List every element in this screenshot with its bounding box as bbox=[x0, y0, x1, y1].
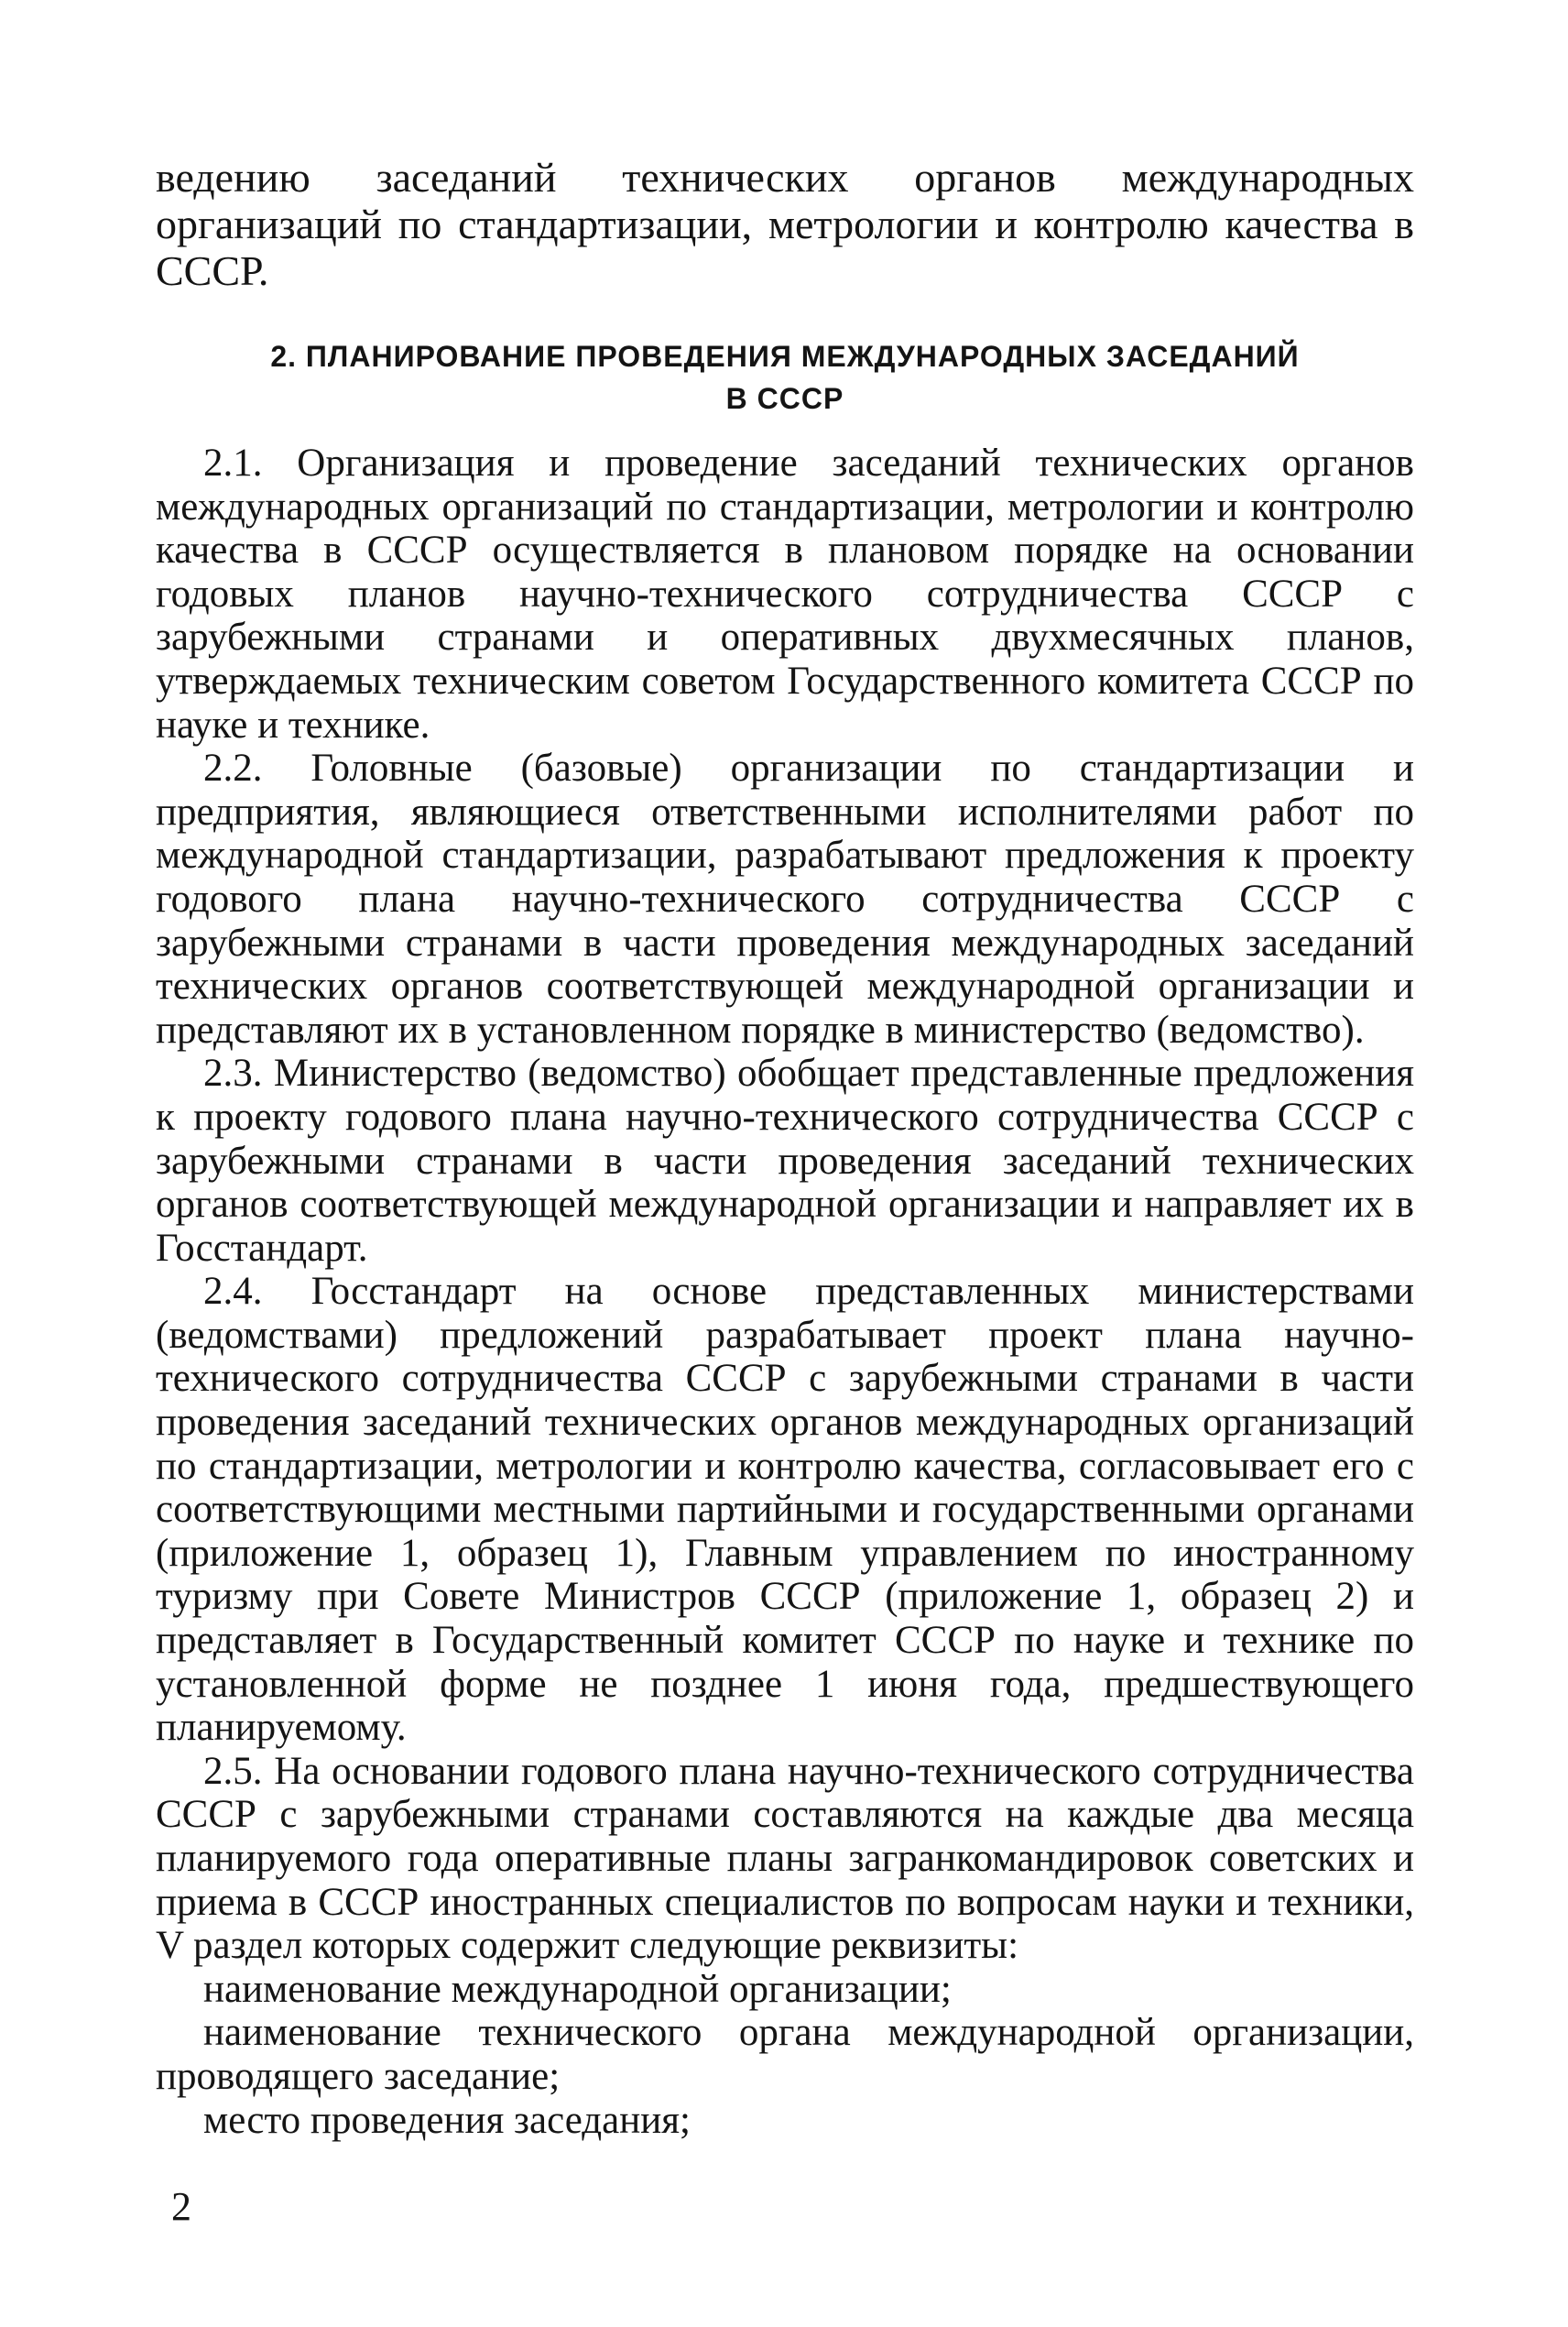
paragraph-2-1: 2.1. Организация и проведение заседаний технических органов международных организаций по стандартизации, метрологии и контролю качества в СССР осуществляется в плановом порядке на основании годовых планов научно-технического сотрудничества СССР с зарубежными странами и оперативных двухмесячных планов, утверждаемых техническим советом Государственного комитета СССР по науке и технике. bbox=[156, 442, 1414, 747]
list-item: наименование международной организации; bbox=[203, 1967, 952, 2011]
paragraph-2-3: 2.3. Министерство (ведомство) обобщает представленные предложения к проекту годового плана научно-технического сотрудничества СССР с зарубежными странами в части проведения заседаний технических органов соответствующей международной организации и направляет их в Госстандарт. bbox=[156, 1052, 1414, 1270]
page-number: 2 bbox=[171, 2184, 191, 2229]
paragraph-2-4: 2.4. Госстандарт на основе представленных министерствами (ведомствами) предложений разрабатывает проект плана научно-технического сотрудничества СССР с зарубежными странами в части проведения заседаний технических органов международных организаций по стандартизации, метрологии и контролю качества, согласовывает его с соответствующими местными партийными и государственными органами (приложение 1, образец 1), Главным управлением по иностранному туризму при Совете Министров СССР (приложение 1, образец 2) и представляет в Государственный комитет СССР по науке и технике по установленной форме не позднее 1 июня года, предшествующего планируемому. bbox=[156, 1270, 1414, 1750]
section-heading bbox=[156, 335, 1414, 420]
section-heading-line-2: В СССР bbox=[725, 382, 844, 415]
section-heading-line-1: 2. ПЛАНИРОВАНИЕ ПРОВЕДЕНИЯ МЕЖДУНАРОДНЫХ ЗАСЕДАНИЙ bbox=[270, 340, 1300, 373]
section-body bbox=[156, 442, 1414, 2142]
list-item: наименование технического органа международной организации, проводящего заседание; bbox=[156, 2011, 1414, 2098]
paragraph-2-5: 2.5. На основании годового плана научно-технического сотрудничества СССР с зарубежными странами составляются на каждые два месяца планируемого года оперативные планы загранкомандировок советских и приема в СССР иностранных специалистов по вопросам науки и техники, V раздел которых содержит следующие реквизиты: bbox=[156, 1749, 1414, 1968]
list-item: место проведения заседания; bbox=[203, 2098, 691, 2142]
paragraph-2-2: 2.2. Головные (базовые) организации по стандартизации и предприятия, являющиеся ответственными исполнителями работ по международной стандартизации, разрабатывают предложения к проекту годового плана научно-технического сотрудничества СССР с зарубежными странами в части проведения международных заседаний технических органов соответствующей международной организации и представляют их в установленном порядке в министерство (ведомство). bbox=[156, 747, 1414, 1052]
lead-paragraph: ведению заседаний технических органов международных организаций по стандартизации, метрологии и контролю качества в СССР. bbox=[156, 154, 1414, 294]
